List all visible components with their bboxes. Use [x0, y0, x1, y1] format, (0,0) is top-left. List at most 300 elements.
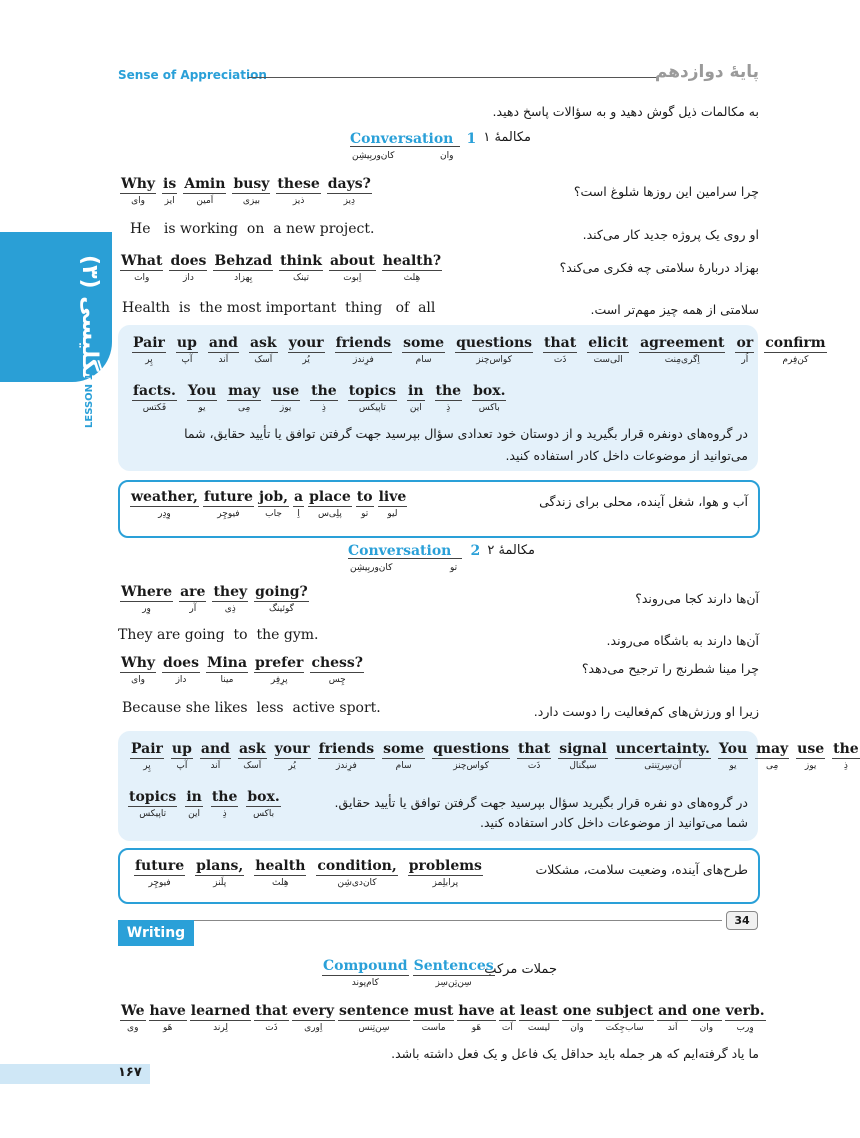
english-word: must [413, 1003, 454, 1019]
conversation-pron: کان‌وربِیشِن [352, 151, 395, 161]
pronunciation: این [188, 809, 200, 819]
conversation-2-fa: مکالمۀ ۲ [487, 543, 535, 558]
word-pair [378, 489, 408, 519]
english-word: that [518, 741, 551, 757]
pronunciation: کام‌پوند [351, 978, 379, 988]
pronunciation: یُر [302, 355, 310, 365]
english-word: or [736, 335, 754, 351]
pronunciation: آن‌سِرتِنتی [644, 761, 682, 771]
word-pair [543, 335, 577, 365]
word-pair [120, 176, 156, 206]
word-pair [258, 489, 289, 519]
task2-row1 [130, 741, 860, 771]
pronunciation: تاپیکس [139, 809, 167, 819]
task2-row2 [128, 789, 281, 819]
pronunciation: یوز [279, 403, 292, 413]
english-word: Pair [131, 741, 163, 757]
english-word: Where [121, 584, 173, 600]
pronunciation: تاپیکس [358, 403, 386, 413]
pronunciation: چِس [328, 675, 346, 685]
english-word: use [797, 741, 825, 757]
pronunciation: اِوری [304, 1023, 323, 1033]
word-pair [183, 176, 226, 206]
word-pair [293, 489, 304, 519]
pronunciation: فرِندز [352, 355, 374, 365]
number-pron: تو [450, 563, 458, 573]
conv2-line3-words [120, 655, 364, 685]
conv1-line3-words [120, 253, 442, 283]
pronunciation: هِلث [403, 273, 421, 283]
english-word: to [356, 489, 373, 505]
english-word: some [383, 741, 425, 757]
english-word: friends [335, 335, 392, 351]
english-word: and [200, 741, 230, 757]
task1-row2 [132, 383, 506, 413]
word-pair [435, 383, 463, 413]
english-word: condition, [317, 858, 397, 874]
english-word: live [378, 489, 407, 505]
english-word: Why [121, 655, 156, 671]
word-pair [211, 789, 239, 819]
word-pair [558, 741, 608, 771]
word-pair [130, 489, 199, 519]
pronunciation: سیگنال [569, 761, 597, 771]
english-word: does [170, 253, 207, 269]
pronunciation: بیزی [242, 196, 261, 206]
word-pair [254, 1003, 288, 1033]
english-word: future [135, 858, 185, 874]
word-pair [134, 858, 185, 888]
english-word: Amin [184, 176, 226, 192]
word-pair [407, 383, 425, 413]
conv1-line1-words [120, 176, 372, 206]
word-pair [246, 789, 280, 819]
word-pair [587, 335, 629, 365]
pronunciation: یوز [804, 761, 817, 771]
english-word: in [186, 789, 202, 805]
english-word: are [180, 584, 206, 600]
word-pair [203, 489, 254, 519]
page-number: ۱۶۷ [118, 1065, 142, 1080]
word-pair [120, 253, 163, 283]
pronunciation: آپ [181, 355, 193, 365]
conversation-pron: کان‌وربِیشِن [350, 563, 393, 573]
english-word: problems [408, 858, 482, 874]
pronunciation: وان [570, 1023, 584, 1033]
english-word: may [228, 383, 261, 399]
english-word: least [520, 1003, 558, 1019]
word-pair [162, 176, 177, 206]
pronunciation: وِر [142, 604, 151, 614]
word-pair [310, 383, 338, 413]
pronunciation: اِگری‌مِنت [664, 355, 700, 365]
word-pair [254, 655, 304, 685]
english-word: think [280, 253, 322, 269]
pronunciation: هَو [471, 1023, 482, 1033]
english-word: box. [473, 383, 506, 399]
word-pair [413, 958, 495, 988]
pronunciation: یو [198, 403, 206, 413]
word-pair [457, 1003, 495, 1033]
task-2-box [118, 731, 859, 841]
word-pair [254, 584, 309, 614]
pronunciation: کان‌دی‌شِن [337, 878, 377, 888]
english-word: uncertainty. [615, 741, 710, 757]
word-pair [162, 655, 200, 685]
pronunciation: وای [131, 675, 145, 685]
pronunciation: یو [729, 761, 737, 771]
pronunciation: آپ [176, 761, 188, 771]
word-pair [725, 1003, 766, 1033]
word-pair [519, 1003, 559, 1033]
pronunciation: پِر [143, 761, 151, 771]
pronunciation: اَمین [196, 196, 214, 206]
pronunciation: اَند [210, 761, 221, 771]
word-pair [382, 253, 442, 283]
pronunciation: الی‌ست [593, 355, 623, 365]
word-pair [657, 1003, 688, 1033]
conv1-line4-en: Health is the most important thing of all [122, 300, 436, 316]
pronunciation: پِر [145, 355, 153, 365]
english-word: the [435, 383, 462, 399]
pronunciation: پرِفِر [270, 675, 288, 685]
english-word: that [544, 335, 577, 351]
pronunciation: فیوچِر [148, 878, 171, 888]
word-pair [271, 383, 300, 413]
conversation-label: Conversation [348, 543, 452, 559]
english-word: and [658, 1003, 688, 1019]
english-word: topics [348, 383, 397, 399]
pronunciation: بِهزاد [234, 273, 253, 283]
pronunciation: اِ [297, 509, 300, 519]
pronunciation: ذَت [527, 761, 541, 771]
english-word: subject [596, 1003, 654, 1019]
conversation-2-title [348, 540, 480, 559]
conv2-line1-words [120, 584, 309, 614]
english-word: We [121, 1003, 145, 1019]
writing-sentence-words [120, 1003, 766, 1033]
topics-box-1 [118, 480, 760, 538]
topics-box-2 [118, 848, 760, 904]
pronunciation: اَسک [254, 355, 273, 365]
word-pair [179, 584, 206, 614]
word-pair [187, 383, 217, 413]
english-word: some [403, 335, 445, 351]
pronunciation: یُر [288, 761, 296, 771]
word-pair [308, 489, 352, 519]
english-word: up [171, 741, 192, 757]
english-word: elicit [588, 335, 629, 351]
pronunciation: وِرب [736, 1023, 754, 1033]
word-pair [128, 789, 177, 819]
word-pair [195, 858, 244, 888]
word-pair [130, 741, 164, 771]
english-word: questions [456, 335, 533, 351]
conv1-line2-fa: او روی یک پروژه جدید کار می‌کند. [582, 227, 759, 242]
english-word: place [309, 489, 351, 505]
word-pair [595, 1003, 654, 1033]
page-box: 34 [726, 911, 758, 930]
pronunciation: کواس‌چنز [453, 761, 489, 771]
word-pair [455, 335, 533, 365]
english-word: Compound [323, 958, 408, 974]
english-word: in [408, 383, 424, 399]
english-word: the [833, 741, 859, 757]
conv2-line4-en: Because she likes less active sport. [122, 700, 381, 716]
pronunciation: ذِ [446, 403, 451, 413]
pronunciation: وِدِر [158, 509, 171, 519]
conv2-line3-fa: چرا مینا شطرنج را ترجیح می‌دهد؟ [581, 661, 759, 676]
pronunciation: لیست [527, 1023, 551, 1033]
header-rule [248, 77, 658, 78]
word-pair [227, 383, 261, 413]
pronunciation: دِیز [343, 196, 356, 206]
conversation-1-fa: مکالمۀ ۱ [483, 130, 531, 145]
word-pair [279, 253, 323, 283]
word-pair [132, 383, 177, 413]
word-pair [176, 335, 198, 365]
english-word: the [211, 789, 238, 805]
english-word: your [288, 335, 324, 351]
conv1-line1-fa: چرا سرامین این روزها شلوغ است؟ [573, 184, 759, 199]
pronunciation: پلِی‌س [317, 509, 342, 519]
word-pair [382, 741, 425, 771]
english-word: that [255, 1003, 288, 1019]
english-word: topics [129, 789, 177, 805]
english-word: ask [238, 741, 266, 757]
word-pair [338, 1003, 410, 1033]
english-word: chess? [311, 655, 364, 671]
word-pair [413, 1003, 454, 1033]
word-pair [348, 383, 397, 413]
conv1-line2-en: He is working on a new project. [130, 221, 375, 237]
word-pair [200, 741, 231, 771]
pronunciation: کواس‌چنز [476, 355, 512, 365]
box2-words [134, 858, 483, 888]
english-word: job, [258, 489, 289, 505]
word-pair [206, 655, 248, 685]
word-pair [735, 335, 754, 365]
pronunciation: ذِ [843, 761, 848, 771]
task2-fa: در گروه‌های دو نفره قرار بگیرید سؤال بپرسید جهت گرفتن توافق یا تأیید حقایق. شما می‌توانید از موضوعات داخل کادر استفاده کنید. [334, 795, 748, 830]
word-pair [322, 958, 409, 988]
pronunciation: اُر [741, 355, 749, 365]
english-word: box. [247, 789, 280, 805]
word-pair [132, 335, 166, 365]
word-pair [190, 1003, 252, 1033]
pronunciation: گوئینگ [268, 604, 294, 614]
word-pair [208, 335, 239, 365]
english-word: one [692, 1003, 721, 1019]
task1-fa: در گروه‌های دونفره قرار بگیرید و از دوستان خود تعدادی سؤال بپرسید جهت گرفتن توافق یا تأیید حقایق، شما می‌توانید از موضوعات داخل کادر استفاده کنید. [184, 426, 748, 463]
pronunciation: این [409, 403, 422, 413]
title-underline [348, 558, 462, 559]
english-word: health [255, 858, 306, 874]
word-pair [718, 741, 748, 771]
english-word: ask [249, 335, 277, 351]
pronunciation: ایز [164, 196, 175, 206]
pronunciation: داز [182, 273, 194, 283]
english-word: What [121, 253, 163, 269]
pronunciation: وان [699, 1023, 714, 1033]
english-word: use [272, 383, 300, 399]
english-word: health? [382, 253, 442, 269]
english-word: Behzad [214, 253, 273, 269]
english-word: Sentences [413, 958, 494, 974]
english-word: is [163, 176, 177, 192]
english-word: sentence [339, 1003, 409, 1019]
pronunciation: باکس [478, 403, 500, 413]
word-pair [832, 741, 860, 771]
word-pair [408, 858, 483, 888]
english-word: at [499, 1003, 516, 1019]
word-pair [639, 335, 725, 365]
word-pair [402, 335, 445, 365]
english-word: busy [233, 176, 270, 192]
pronunciation: فَکتس [142, 403, 167, 413]
english-word: going? [255, 584, 308, 600]
english-word: Mina [206, 655, 248, 671]
word-pair [796, 741, 825, 771]
word-pair [755, 741, 789, 771]
pronunciation: پرابلِمز [432, 878, 459, 888]
english-word: up [176, 335, 197, 351]
word-pair [329, 253, 376, 283]
pronunciation: داز [175, 675, 187, 685]
english-word: Pair [133, 335, 165, 351]
pronunciation: اَند [667, 1023, 678, 1033]
english-word: every [292, 1003, 335, 1019]
english-word: facts. [133, 383, 176, 399]
pronunciation: ذَت [265, 1023, 278, 1033]
word-pair [169, 253, 207, 283]
number-pron: وان [440, 151, 454, 161]
word-pair [318, 741, 375, 771]
word-pair [120, 1003, 146, 1033]
grade-label: پایۀ دوازدهم [654, 62, 759, 82]
word-pair [517, 741, 551, 771]
english-word: You [187, 383, 217, 399]
english-word: weather, [131, 489, 198, 505]
pronunciation: اَسک [243, 761, 262, 771]
conversation-number: 1 [466, 131, 477, 147]
english-word: days? [327, 176, 371, 192]
pronunciation: سِن‌تِنس [358, 1023, 390, 1033]
word-pair [212, 584, 248, 614]
writing-rule [194, 920, 722, 921]
writing-sentence-fa: ما یاد گرفته‌ایم که هر جمله باید حداقل یک فاعل و یک فعل داشته باشد. [391, 1046, 759, 1061]
english-word: they [213, 584, 248, 600]
pronunciation: باکس [253, 809, 275, 819]
english-word: have [149, 1003, 186, 1019]
english-word: have [458, 1003, 495, 1019]
word-pair [276, 176, 320, 206]
pronunciation: وای [131, 196, 145, 206]
pronunciation: سام [395, 761, 412, 771]
english-word: and [208, 335, 238, 351]
word-pair [149, 1003, 187, 1033]
english-word: verb. [725, 1003, 765, 1019]
conversation-1-title [350, 128, 476, 147]
pronunciation: ساب‌جِکت [605, 1023, 644, 1033]
page-number-strip [0, 1064, 150, 1084]
pronunciation: اَت [501, 1023, 513, 1033]
pronunciation: مِی [237, 403, 251, 413]
pronunciation: سِن‌تِن‌سِز [435, 978, 472, 988]
pronunciation: پلَنز [213, 878, 227, 888]
word-pair [499, 1003, 517, 1033]
word-pair [327, 176, 372, 206]
task-1-box [118, 325, 826, 471]
english-word: a [294, 489, 304, 505]
english-word: the [311, 383, 337, 399]
conversation-label: Conversation [350, 131, 454, 147]
word-pair [171, 741, 193, 771]
box1-words [130, 489, 407, 519]
word-pair [432, 741, 510, 771]
english-word: agreement [640, 335, 725, 351]
english-word: Why [121, 176, 156, 192]
conv2-line4-fa: زیرا او ورزش‌های کم‌فعالیت را دوست دارد. [533, 704, 759, 719]
pronunciation: ماست [421, 1023, 446, 1033]
conv1-line3-fa: بهزاد دربارۀ سلامتی چه فکری می‌کند؟ [559, 260, 759, 275]
conv2-line2-en: They are going to the gym. [118, 627, 319, 643]
english-word: about [329, 253, 375, 269]
english-word: does [163, 655, 199, 671]
word-pair [249, 335, 278, 365]
english-word: signal [559, 741, 607, 757]
word-pair [254, 858, 306, 888]
word-pair [562, 1003, 592, 1033]
pronunciation: وی [127, 1023, 139, 1033]
box1-fa: آب و هوا، شغل آینده، محلی برای زندگی [539, 494, 748, 509]
pronunciation: کن‌فِرم [782, 355, 809, 365]
word-pair [356, 489, 374, 519]
pronunciation: تو [361, 509, 369, 519]
pronunciation: لیو [387, 509, 398, 519]
instruction-text: به مکالمات ذیل گوش دهید و به سؤالات پاسخ دهید. [492, 104, 759, 119]
english-word: one [562, 1003, 592, 1019]
word-pair [615, 741, 711, 771]
task1-row1 [132, 335, 827, 365]
writing-title-words [322, 958, 495, 988]
pronunciation: ذِی [224, 604, 236, 614]
english-word: friends [318, 741, 375, 757]
word-pair [316, 858, 397, 888]
english-word: prefer [255, 655, 304, 671]
pronunciation: تینک [293, 273, 310, 283]
word-pair [120, 584, 173, 614]
pronunciation: وات [134, 273, 150, 283]
running-header-title: Sense of Appreciation [118, 68, 267, 82]
word-pair [292, 1003, 335, 1033]
pronunciation: هَو [162, 1023, 173, 1033]
english-word: questions [433, 741, 510, 757]
pronunciation: اَند [218, 355, 229, 365]
lesson-label: LESSON 1 [84, 373, 95, 428]
word-pair [310, 655, 364, 685]
word-pair [472, 383, 506, 413]
pronunciation: اِبوت [343, 273, 362, 283]
conversation-number: 2 [470, 543, 481, 559]
pronunciation: ذِ [321, 403, 326, 413]
conv1-line4-fa: سلامتی از همه چیز مهم‌تر است. [590, 302, 759, 317]
word-pair [335, 335, 392, 365]
word-pair [288, 335, 325, 365]
english-word: future [203, 489, 253, 505]
writing-label: Writing [118, 920, 194, 946]
pronunciation: مینا [220, 675, 234, 685]
